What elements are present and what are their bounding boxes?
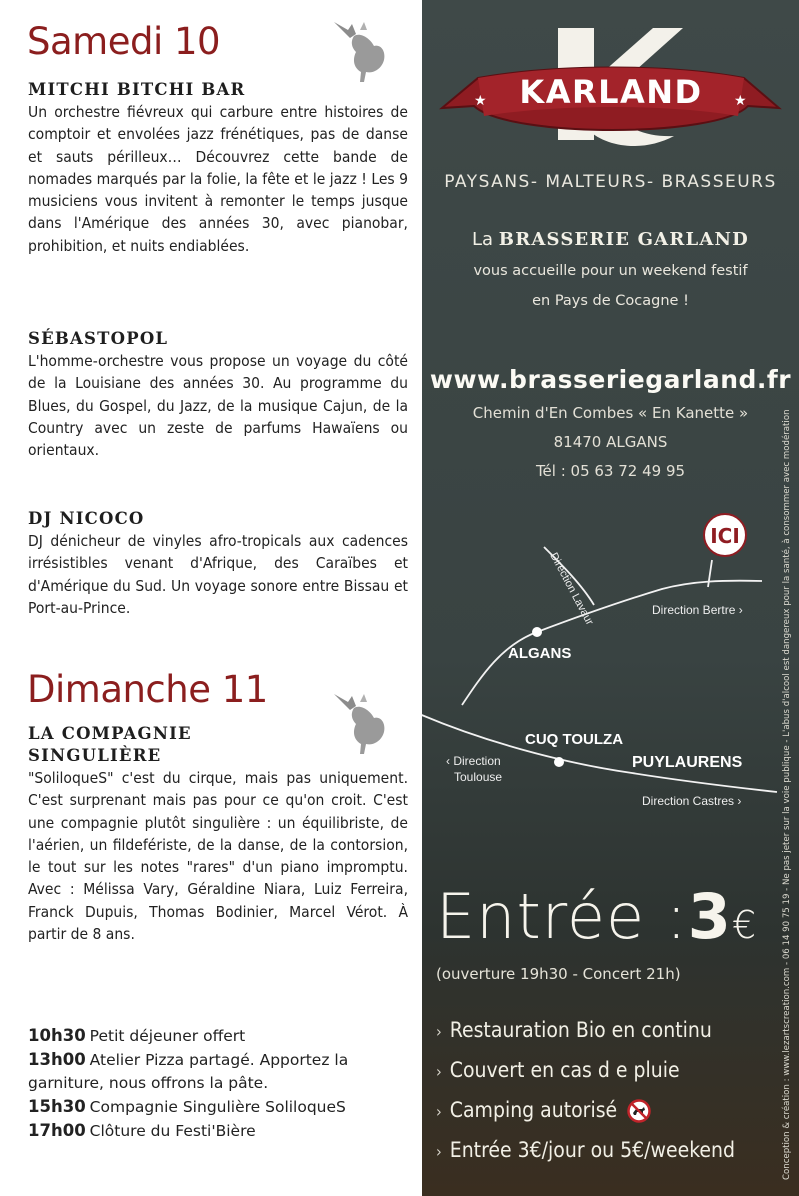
intro-line-3: en Pays de Cocagne ! <box>532 293 689 309</box>
band-sebastopol <box>28 328 408 461</box>
band-description: Un orchestre fiévreux qui carbure entre histoires de comptoir et envolées jazz frénétiques, pas de danse et sauts périlleux… Découvrez cette bande de nomades marqués par la folie, la fête et le jazz ! Les 9 musiciens vous invitent à remonter le temps jusque dans l'Amérique des années 30, avec pianobar, prohibition, et nuits endiablées. <box>28 103 408 255</box>
band-name: SÉBASTOPOL <box>28 329 169 348</box>
direction-toulouse-label-1: ‹ Direction <box>446 754 501 768</box>
band-dj-nicoco <box>28 508 408 619</box>
star-icon: ★ <box>734 93 747 109</box>
feature-item <box>436 1098 651 1123</box>
cuq-toulza-marker <box>554 757 564 767</box>
feature-label: Entrée 3€/jour ou 5€/weekend <box>449 1138 736 1162</box>
feature-item <box>436 1058 680 1082</box>
schedule-label: Petit déjeuner offert <box>89 1027 246 1045</box>
direction-castres-label: Direction Castres › <box>642 794 742 808</box>
brewery-panel <box>422 0 799 1196</box>
feature-label: Camping autorisé <box>449 1098 618 1122</box>
entry-amount: 3 <box>687 880 732 953</box>
band-description: "SoliloqueS" c'est du cirque, mais pas uniquement. C'est surprenant mais pas pour ce qu'on croit. C'est une compagnie plutôt singulière : un équilibriste, de l'aérien, un fildefériste, de la danse, de la contorsion, le tout sur les notes "rares" d'un piano impromptu. Avec : Mélissa Vary, Géraldine Niara, Luiz Ferreira, Franck Dupuis, Thomas Bodinier, Marcel Vérot. À partir de 8 ans. <box>28 769 408 944</box>
intro-line-2: vous accueille pour un weekend festif <box>473 263 748 279</box>
algans-label: ALGANS <box>508 645 572 662</box>
puylaurens-label: PUYLAURENS <box>632 754 743 771</box>
band-description: L'homme-orchestre vous propose un voyage du côté de la Louisiane des années 30. Au programme du Blues, du Gospel, du Jazz, de la musique Cajun, de la Country avec un zeste de parfums Hawaïens ou orientaux. <box>28 352 408 460</box>
feature-label: Restauration Bio en continu <box>449 1018 712 1042</box>
schedule-label: Compagnie Singulière SoliloqueS <box>89 1098 346 1116</box>
feature-item <box>436 1138 735 1162</box>
schedule-item <box>28 1024 413 1048</box>
schedule-label: Clôture du Festi'Bière <box>89 1122 256 1140</box>
band-name-line1: LA COMPAGNIE <box>28 724 192 743</box>
address-line-1: Chemin d'En Combes « En Kanette » <box>472 404 749 422</box>
address-line-2: 81470 ALGANS <box>553 433 668 451</box>
no-dogs-icon <box>627 1099 651 1123</box>
intro-prefix: La <box>471 229 494 250</box>
opening-hours: (ouverture 19h30 - Concert 21h) <box>436 965 681 983</box>
chevron-right-icon: › <box>436 1022 442 1041</box>
phone-number: Tél : 05 63 72 49 95 <box>535 462 686 480</box>
entry-currency: € <box>731 903 758 947</box>
schedule-label: Atelier Pizza partagé. Apportez la garniture, nous offrons la pâte. <box>28 1051 349 1092</box>
schedule-time: 13h00 <box>28 1050 86 1069</box>
road-to-ici <box>708 560 712 587</box>
karland-logo <box>438 20 783 160</box>
credits-vertical: Conception & création : www.lezartscreation.com - 06 14 90 75 19 - Ne pas jeter sur la voie publique - L'abus d'alcool est dangereux pour la santé, à consommer avec modération <box>782 409 792 1180</box>
sunday-title: Dimanche 11 <box>27 668 268 711</box>
brewery-tagline: PAYSANS- MALTEURS- BRASSEURS <box>444 172 777 192</box>
ici-label: ICI <box>710 524 740 548</box>
chevron-right-icon: › <box>436 1142 442 1161</box>
band-name: MITCHI BITCHI BAR <box>28 80 246 99</box>
schedule-time: 15h30 <box>28 1097 86 1116</box>
schedule-item <box>28 1048 413 1095</box>
algans-marker <box>532 627 542 637</box>
star-icon: ★ <box>474 93 487 109</box>
chevron-right-icon: › <box>436 1102 442 1121</box>
entry-price <box>436 880 757 953</box>
feature-item <box>436 1018 712 1042</box>
band-compagnie-singuliere <box>28 723 408 945</box>
logo-text: KARLAND <box>519 73 703 111</box>
band-name: DJ NICOCO <box>28 509 145 528</box>
schedule-item <box>28 1119 413 1143</box>
website-link[interactable]: www.brasseriegarland.fr <box>429 365 792 394</box>
road-algans-cuq <box>462 632 537 705</box>
chevron-right-icon: › <box>436 1062 442 1081</box>
direction-toulouse-label-2: Toulouse <box>454 770 503 784</box>
direction-bertre-label: Direction Bertre › <box>652 603 743 617</box>
band-mitchi-bitchi <box>28 79 408 257</box>
schedule-time: 17h00 <box>28 1121 86 1140</box>
cuq-toulza-label: CUQ TOULZA <box>525 731 624 748</box>
brewery-intro <box>422 229 799 250</box>
feature-label: Couvert en cas d e pluie <box>449 1058 680 1082</box>
schedule-item <box>28 1095 413 1119</box>
sunday-schedule <box>28 1024 413 1143</box>
saturday-title: Samedi 10 <box>27 20 221 63</box>
band-name-line2: SINGULIÈRE <box>28 746 162 765</box>
entry-label: Entrée : <box>436 880 688 953</box>
direction-lavaur-label: Direction Lavaur <box>547 550 596 628</box>
band-description: DJ dénicheur de vinyles afro-tropicals aux cadences irrésistibles venant d'Afrique, des Caraïbes et d'Amérique du Sud. Un voyage sonore entre Bissau et Port-au-Prince. <box>28 532 408 617</box>
rooster-trumpet-icon <box>330 16 392 86</box>
brewery-name: BRASSERIE GARLAND <box>498 229 749 250</box>
schedule-time: 10h30 <box>28 1026 86 1045</box>
